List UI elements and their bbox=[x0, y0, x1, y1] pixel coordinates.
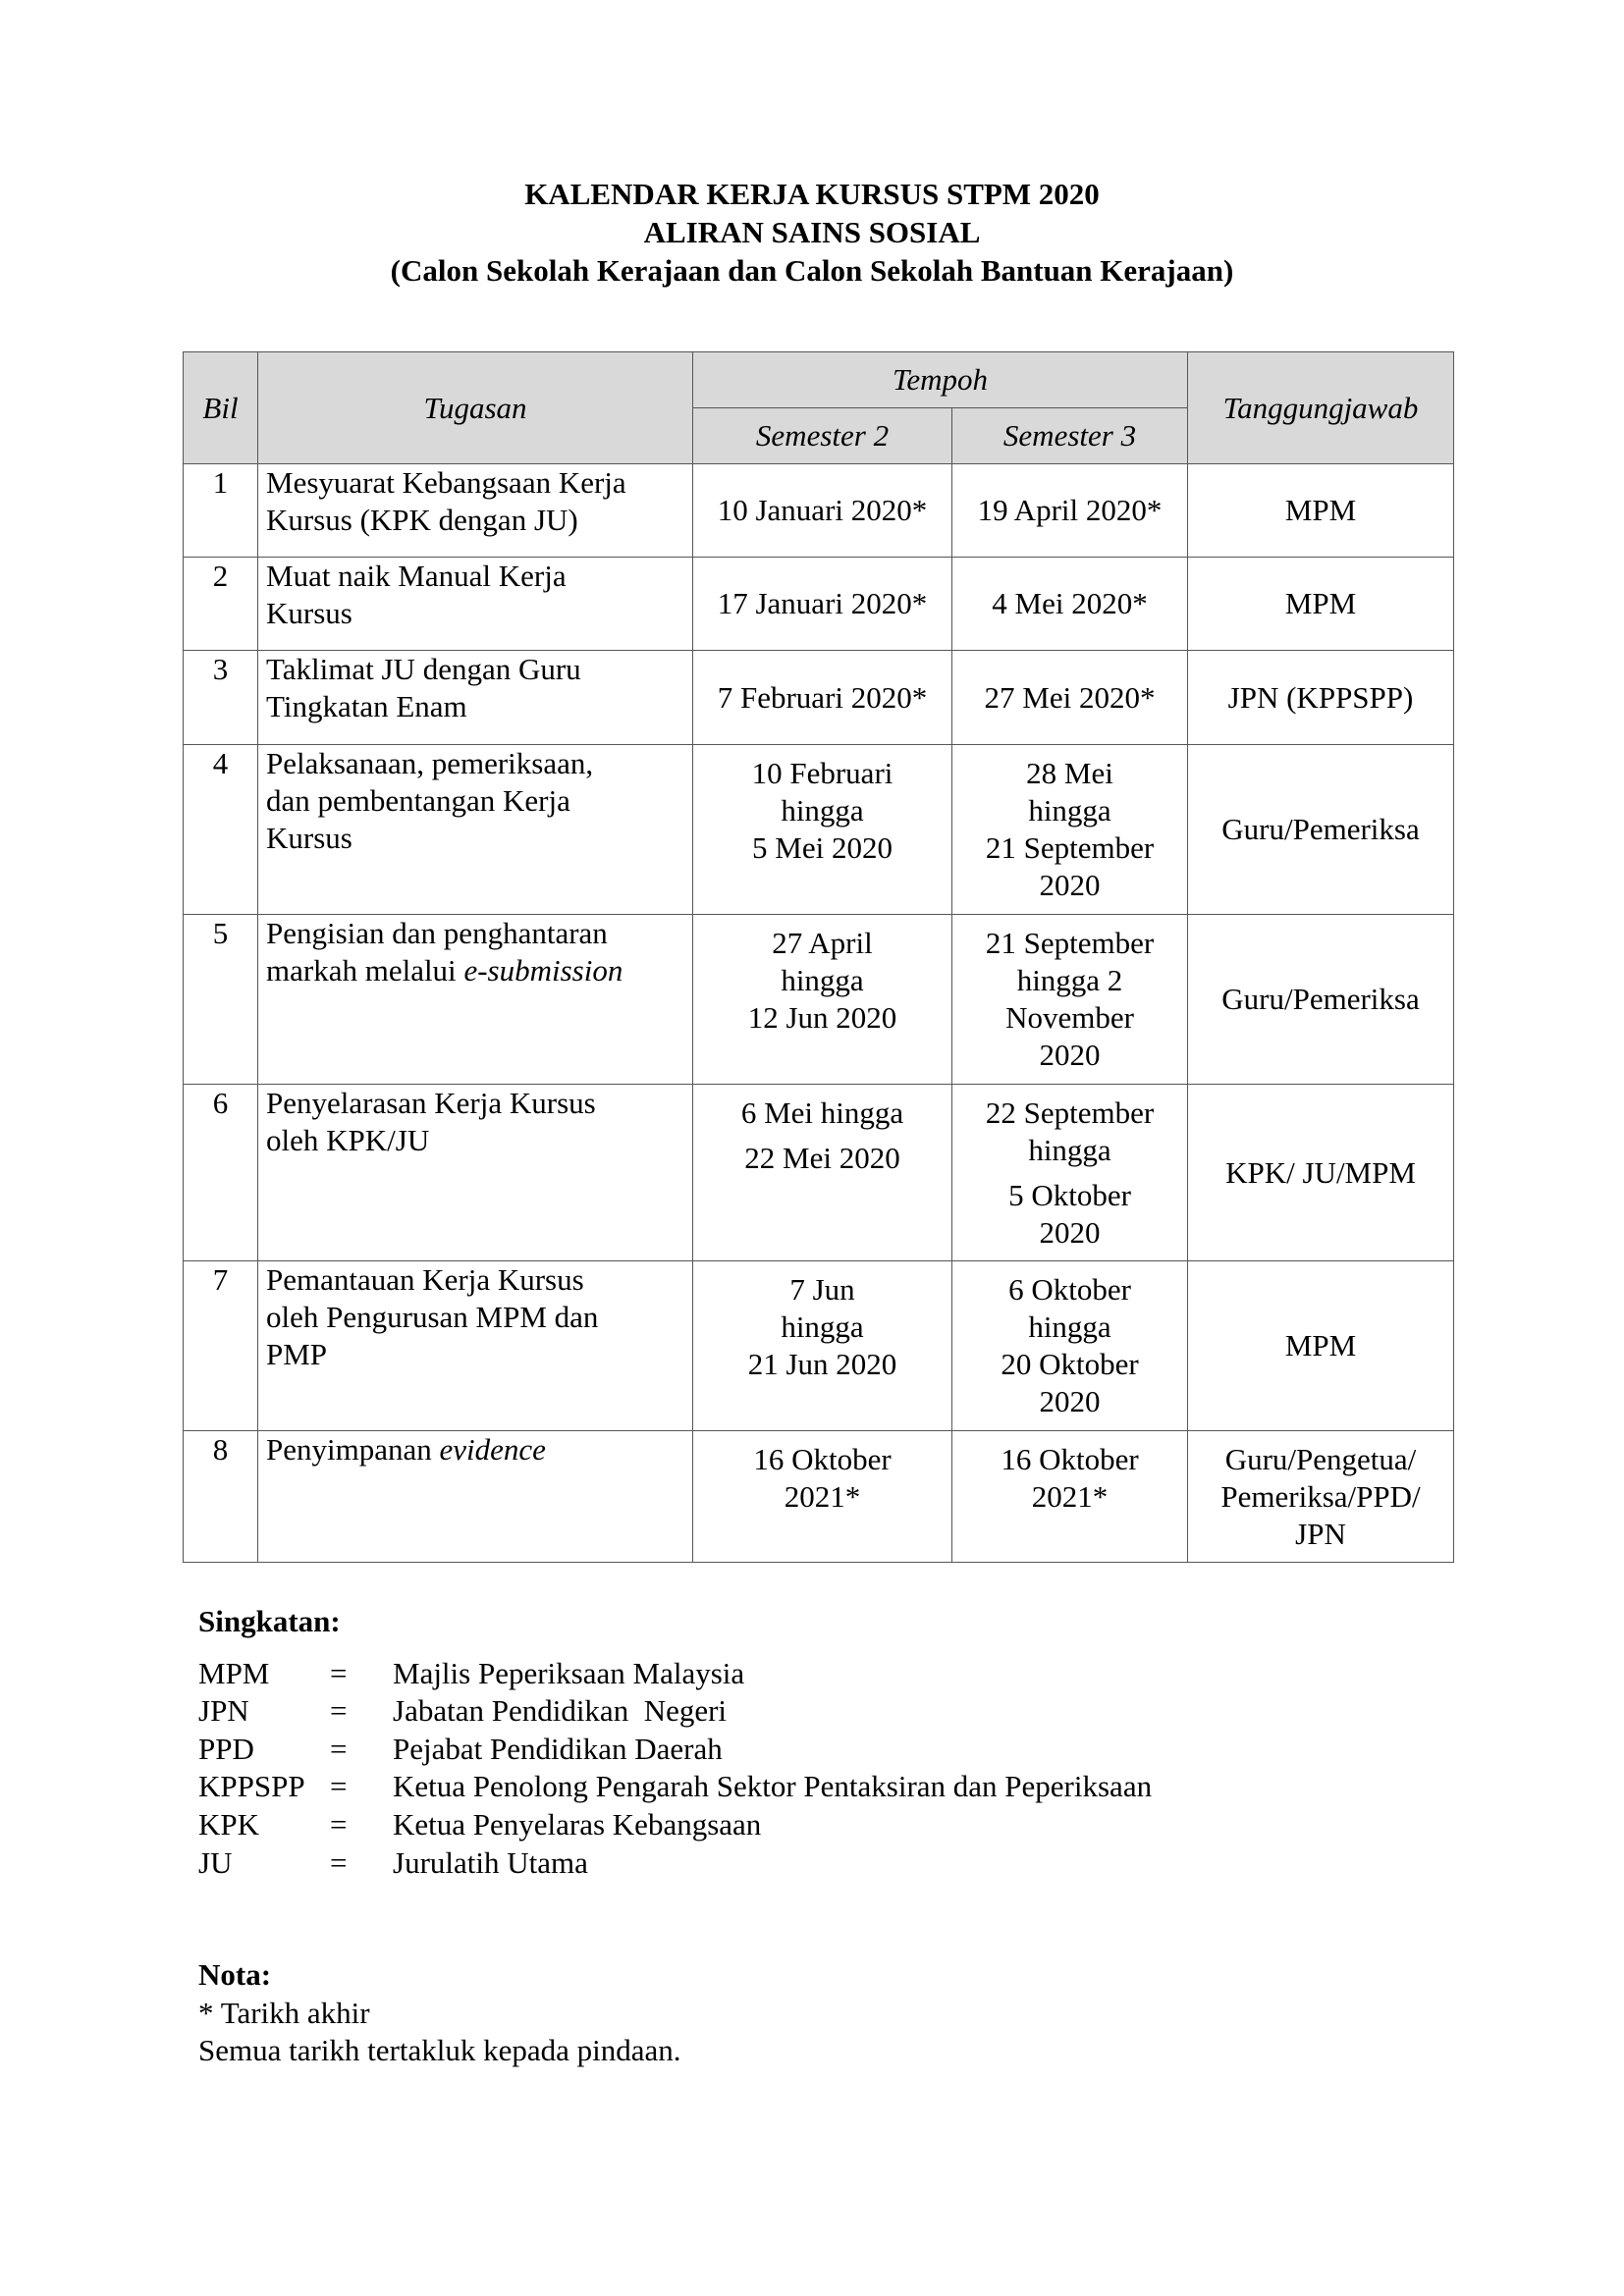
date-line: hingga bbox=[781, 793, 864, 828]
date-line: hingga bbox=[1028, 793, 1111, 828]
task-line: dan pembentangan Kerja bbox=[266, 783, 570, 818]
date-line: 2021* bbox=[784, 1479, 861, 1514]
resp-line: JPN bbox=[1295, 1517, 1346, 1551]
title-line-2: ALIRAN SAINS SOSIAL bbox=[643, 215, 981, 249]
date-line: 22 Mei 2020 bbox=[744, 1141, 900, 1175]
date-line: 2020 bbox=[1039, 1384, 1101, 1418]
row-number: 2 bbox=[184, 558, 258, 651]
calendar-table bbox=[183, 351, 1454, 1563]
abbreviation-meaning: Ketua Penolong Pengarah Sektor Pentaksiran dan Peperiksaan bbox=[393, 1769, 1153, 1804]
date-line: hingga bbox=[781, 1309, 864, 1344]
date-line: 7 Februari 2020* bbox=[717, 679, 928, 715]
header-tanggungjawab: Tanggungjawab bbox=[1188, 352, 1454, 464]
date-line: 16 Oktober bbox=[753, 1442, 892, 1476]
date-line: hingga bbox=[1028, 1133, 1111, 1167]
abbreviation-meaning: Jabatan Pendidikan Negeri bbox=[393, 1693, 728, 1729]
resp-line: MPM bbox=[1284, 493, 1357, 527]
date-line: 7 Jun bbox=[789, 1272, 855, 1307]
task-cell bbox=[258, 558, 693, 651]
task-cell bbox=[258, 651, 693, 745]
task-line: Kursus (KPK dengan JU) bbox=[266, 503, 578, 537]
task-emphasis: evidence bbox=[439, 1432, 546, 1467]
table-row bbox=[184, 745, 1454, 915]
date-line: 27 Mei 2020* bbox=[984, 679, 1156, 715]
responsibility bbox=[1188, 745, 1454, 915]
date-line: 4 Mei 2020* bbox=[992, 586, 1148, 620]
table-row bbox=[184, 651, 1454, 745]
date-line: 20 Oktober bbox=[1001, 1347, 1139, 1381]
semester-2-date bbox=[693, 915, 952, 1085]
date-line: hingga 2 bbox=[1016, 963, 1123, 997]
task-cell bbox=[258, 1261, 693, 1431]
date-line: 2020 bbox=[1039, 1038, 1101, 1072]
date-line: hingga bbox=[781, 963, 864, 997]
date-line: 2021* bbox=[1031, 1479, 1109, 1514]
semester-3-date bbox=[952, 1261, 1188, 1431]
date-line: hingga bbox=[1028, 1309, 1111, 1344]
date-line: 21 Jun 2020 bbox=[747, 1347, 897, 1381]
row-number: 3 bbox=[184, 651, 258, 745]
semester-3-date bbox=[952, 1085, 1188, 1261]
date-line: 2020 bbox=[1039, 1215, 1101, 1250]
abbreviation-item bbox=[198, 1844, 1152, 1883]
date-line: 21 September bbox=[985, 926, 1155, 960]
equals-sign: = bbox=[330, 1655, 348, 1690]
responsibility bbox=[1188, 651, 1454, 745]
abbreviation: PPD bbox=[198, 1731, 254, 1766]
task-line: Pelaksanaan, pemeriksaan, bbox=[266, 746, 594, 780]
date-line: 12 Jun 2020 bbox=[747, 1000, 897, 1035]
row-number: 7 bbox=[184, 1261, 258, 1431]
date-line: 21 September bbox=[985, 830, 1155, 865]
semester-2-date bbox=[693, 464, 952, 558]
abbreviation-item bbox=[198, 1692, 1152, 1731]
row-number: 1 bbox=[184, 464, 258, 558]
semester-2-date bbox=[693, 1431, 952, 1563]
header-tugasan: Tugasan bbox=[258, 352, 693, 464]
equals-sign: = bbox=[330, 1844, 348, 1880]
row-number: 4 bbox=[184, 745, 258, 915]
task-cell bbox=[258, 464, 693, 558]
row-number: 8 bbox=[184, 1431, 258, 1563]
semester-2-date bbox=[693, 558, 952, 651]
responsibility bbox=[1188, 558, 1454, 651]
task-line: oleh Pengurusan MPM dan bbox=[266, 1300, 599, 1334]
responsibility bbox=[1188, 915, 1454, 1085]
task-emphasis: e-submission bbox=[463, 953, 623, 988]
resp-line: Guru/Pengetua/ bbox=[1224, 1442, 1417, 1476]
abbreviation: KPK bbox=[198, 1806, 260, 1842]
document-title bbox=[0, 175, 1624, 290]
table-row bbox=[184, 1261, 1454, 1431]
abbreviation-item bbox=[198, 1655, 1152, 1693]
responsibility bbox=[1188, 1085, 1454, 1261]
task-line: Pengisian dan penghantaran bbox=[266, 916, 608, 950]
abbreviation-meaning: Majlis Peperiksaan Malaysia bbox=[393, 1655, 745, 1690]
date-line: 6 Oktober bbox=[1008, 1272, 1131, 1307]
date-line: November bbox=[1005, 1000, 1134, 1035]
responsibility bbox=[1188, 1431, 1454, 1563]
date-line: 5 Oktober bbox=[1008, 1178, 1131, 1212]
task-text: Penyimpanan bbox=[266, 1432, 440, 1467]
date-line: 28 Mei bbox=[1026, 756, 1113, 790]
resp-line: Guru/Pemeriksa bbox=[1221, 982, 1420, 1016]
task-line: Mesyuarat Kebangsaan Kerja bbox=[266, 465, 626, 500]
table-row bbox=[184, 915, 1454, 1085]
task-line: Kursus bbox=[266, 596, 352, 630]
task-line: Pemantauan Kerja Kursus bbox=[266, 1262, 584, 1297]
task-line: PMP bbox=[266, 1337, 328, 1371]
abbreviation-item bbox=[198, 1806, 1152, 1844]
semester-2-date bbox=[693, 1261, 952, 1431]
date-line: 6 Mei hingga bbox=[740, 1095, 904, 1130]
notes-line-deadline: * Tarikh akhir bbox=[198, 1995, 370, 2030]
title-line-3: (Calon Sekolah Kerajaan dan Calon Sekolah Bantuan Kerajaan) bbox=[390, 253, 1234, 288]
resp-line: MPM bbox=[1284, 1328, 1357, 1362]
responsibility bbox=[1188, 464, 1454, 558]
task-cell bbox=[258, 915, 693, 1085]
date-line: 27 April bbox=[772, 926, 873, 960]
table-row bbox=[184, 1431, 1454, 1563]
abbreviation-meaning: Ketua Penyelaras Kebangsaan bbox=[393, 1806, 762, 1842]
abbreviation: JPN bbox=[198, 1693, 249, 1729]
date-line: 17 Januari 2020* bbox=[717, 586, 928, 620]
task-line: Tingkatan Enam bbox=[266, 689, 467, 723]
task-line: oleh KPK/JU bbox=[266, 1123, 430, 1157]
abbreviations-heading: Singkatan: bbox=[198, 1604, 341, 1638]
resp-line: MPM bbox=[1284, 586, 1357, 620]
notes-heading: Nota: bbox=[198, 1957, 272, 1992]
date-line: 10 Januari 2020* bbox=[717, 493, 928, 527]
equals-sign: = bbox=[330, 1731, 348, 1766]
semester-3-date bbox=[952, 745, 1188, 915]
table-row bbox=[184, 1085, 1454, 1261]
abbreviations-section bbox=[198, 1603, 1152, 1882]
notes-line-amendment: Semua tarikh tertakluk kepada pindaan. bbox=[198, 2033, 681, 2068]
semester-2-date bbox=[693, 651, 952, 745]
date-line: 5 Mei 2020 bbox=[752, 830, 893, 865]
task-cell bbox=[258, 1085, 693, 1261]
task-cell bbox=[258, 1431, 693, 1563]
table-row bbox=[184, 464, 1454, 558]
abbreviation: JU bbox=[198, 1844, 233, 1880]
abbreviation: MPM bbox=[198, 1655, 270, 1690]
semester-3-date bbox=[952, 915, 1188, 1085]
semester-3-date bbox=[952, 558, 1188, 651]
task-line bbox=[266, 1431, 684, 1468]
responsibility bbox=[1188, 1261, 1454, 1431]
resp-line: KPK/ JU/MPM bbox=[1225, 1154, 1416, 1190]
header-semester-2: Semester 2 bbox=[693, 408, 952, 464]
task-line: Muat naik Manual Kerja bbox=[266, 559, 567, 593]
task-cell bbox=[258, 745, 693, 915]
row-number: 5 bbox=[184, 915, 258, 1085]
semester-2-date bbox=[693, 1085, 952, 1261]
task-line: Kursus bbox=[266, 821, 352, 855]
resp-line: JPN (KPPSPP) bbox=[1227, 679, 1414, 715]
date-line: 19 April 2020* bbox=[977, 493, 1163, 527]
date-line: 10 Februari bbox=[751, 756, 893, 790]
abbreviation: KPPSPP bbox=[198, 1769, 305, 1804]
task-line bbox=[266, 952, 684, 989]
equals-sign: = bbox=[330, 1693, 348, 1729]
row-number: 6 bbox=[184, 1085, 258, 1261]
semester-2-date bbox=[693, 745, 952, 915]
header-tempoh: Tempoh bbox=[693, 352, 1188, 408]
date-line: 2020 bbox=[1039, 868, 1101, 902]
date-line: 22 September bbox=[985, 1095, 1155, 1130]
semester-3-date bbox=[952, 464, 1188, 558]
task-line: Taklimat JU dengan Guru bbox=[266, 652, 581, 686]
abbreviation-item bbox=[198, 1731, 1152, 1769]
abbreviation-meaning: Pejabat Pendidikan Daerah bbox=[393, 1731, 723, 1766]
title-line-1: KALENDAR KERJA KURSUS STPM 2020 bbox=[524, 177, 1100, 211]
header-bil: Bil bbox=[184, 352, 258, 464]
semester-3-date bbox=[952, 651, 1188, 745]
abbreviation-item bbox=[198, 1768, 1152, 1806]
date-line: 16 Oktober bbox=[1001, 1442, 1139, 1476]
abbreviation-meaning: Jurulatih Utama bbox=[393, 1844, 588, 1880]
resp-line: Pemeriksa/PPD/ bbox=[1220, 1479, 1421, 1514]
task-text: markah melalui bbox=[266, 953, 464, 988]
notes-section bbox=[198, 1956, 681, 2070]
equals-sign: = bbox=[330, 1806, 348, 1842]
header-semester-3: Semester 3 bbox=[952, 408, 1188, 464]
resp-line: Guru/Pemeriksa bbox=[1221, 812, 1420, 846]
equals-sign: = bbox=[330, 1769, 348, 1804]
task-line: Penyelarasan Kerja Kursus bbox=[266, 1086, 596, 1120]
semester-3-date bbox=[952, 1431, 1188, 1563]
table-row bbox=[184, 558, 1454, 651]
